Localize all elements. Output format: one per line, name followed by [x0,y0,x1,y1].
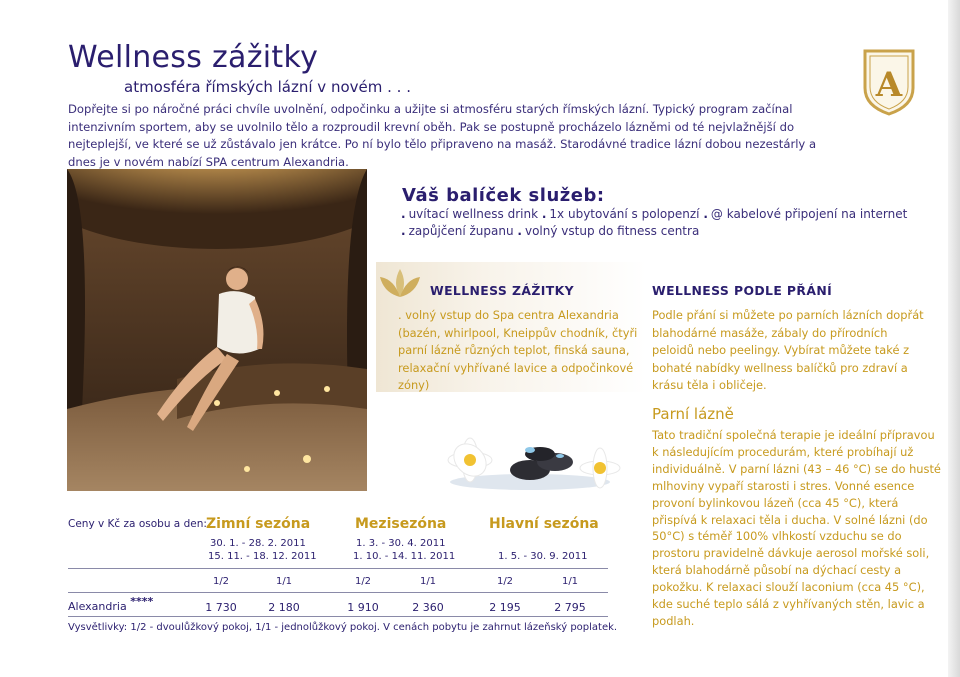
room-type-single: 1/1 [419,576,437,587]
intro-paragraph: Dopřejte si po náročné práci chvíle uvolnění, odpočinku a užijte si atmosféru starých římských lázní. Typický program začínal intenzivním sportem, aby se uvolnilo tělo a rozproudil krevní oběh. Pak se postupně procházelo lázněmi od té nejvlažnější do nejteplejší, ve které se už zůstávalo jen krátce. Po ní bylo tělo připraveno na masáž. Starodávné tradice lázní dobou nezestárly a dnes je v novém nabízí SPA centrum Alexandria. [68,102,817,169]
season-main-name: Hlavní sezóna [489,516,599,532]
page-subtitle: atmosféra římských lázní v novém . . . [124,78,411,96]
flowers-stones-image [430,410,630,510]
price-value: 2 360 [412,601,444,614]
table-divider [68,616,608,617]
alexandria-shield-logo [862,48,916,116]
package-line-2: . zapůjčení županu . volný vstup do fitness centra [401,224,700,238]
season-mid-name: Mezisezóna [355,516,447,532]
hotel-name [68,595,154,613]
steam-bath-heading: Parní lázně [652,405,734,423]
room-type-double: 1/2 [212,576,230,587]
room-type-double: 1/2 [354,576,372,587]
package-item: uvítací wellness drink [408,207,539,221]
price-value: 2 195 [489,601,521,614]
wellness-heading: WELLNESS PODLE PŘÁNÍ [652,283,833,298]
steam-bath-photo [67,169,367,491]
table-divider [68,568,608,569]
table-divider [68,592,608,593]
price-value: 1 730 [205,601,237,614]
wellness-text: Podle přání si můžete po parních lázních dopřát blahodárné masáže, zábaly do přírodních peloidů nebo peelingy. Vybírat můžete také z bohaté nabídky wellness balíčků pro zdraví a krásu těla i obličeje. [652,308,924,392]
package-line-1: . uvítací wellness drink . 1x ubytování s polopenzí . @ kabelové připojení na internet [401,207,908,221]
page-title: Wellness zážitky [68,40,319,75]
spa-text: . volný vstup do Spa centra Alexandria (bazén, whirlpool, Kneippův chodník, čtyři parní lázně různých teplot, finská sauna, relaxační vyhřívané lavice a odpočinkové zóny) [398,308,638,392]
season-winter-date: 30. 1. - 28. 2. 2011 [210,538,306,549]
package-item: zapůjčení županu [408,224,514,238]
price-label: Ceny v Kč za osobu a den: [68,518,207,530]
price-value: 2 180 [268,601,300,614]
hotel-stars: **** [130,595,154,608]
package-item: volný vstup do fitness centra [524,224,700,238]
season-main-date: 1. 5. - 30. 9. 2011 [498,551,588,562]
page-edge-shadow [948,0,960,677]
price-value: 1 910 [347,601,379,614]
season-winter-name: Zimní sezóna [206,516,311,532]
room-type-double: 1/2 [496,576,514,587]
steam-bath-text: Tato tradiční společná terapie je ideální přípravou k následujícím procedurám, které probíhají už individuálně. V parní lázni (43 – 46 °C) se do husté mlhoviny vypaří starosti i stres. Vonné esence provoní bylinkovou lázeň (cca 45 °C), která přispívá k relaxaci těla i ducha. V solné lázni (do 50°C) s téměř 100% vlhkostí vzduchu se do prostoru pravidelně dávkuje aerosol mořské soli, která blahodárně působí na dýchací cesty a pokožku. K relaxaci slouží laconium (cca 45 °C), kde suché teplo sálá z vyhřívaných stěn, lavic a podlah. [652,428,941,628]
season-mid-date: 1. 3. - 30. 4. 2011 [356,538,446,549]
hotel-name-text: Alexandria [68,600,127,613]
room-type-single: 1/1 [561,576,579,587]
price-footnote: Vysvětlivky: 1/2 - dvoulůžkový pokoj, 1/1 - jednolůžkový pokoj. V cenách pobytu je zahrnut lázeňský poplatek. [68,622,618,633]
room-type-single: 1/1 [275,576,293,587]
lotus-flower-icon [378,265,422,301]
package-item: 1x ubytování s polopenzí [549,207,700,221]
svg-text:A: A [875,65,903,105]
package-item: @ kabelové připojení na internet [710,207,908,221]
price-value: 2 795 [554,601,586,614]
season-winter-date: 15. 11. - 18. 12. 2011 [208,551,317,562]
spa-heading: WELLNESS ZÁŽITKY [430,283,574,298]
season-mid-date: 1. 10. - 14. 11. 2011 [353,551,456,562]
package-title: Váš balíček služeb: [402,185,605,206]
